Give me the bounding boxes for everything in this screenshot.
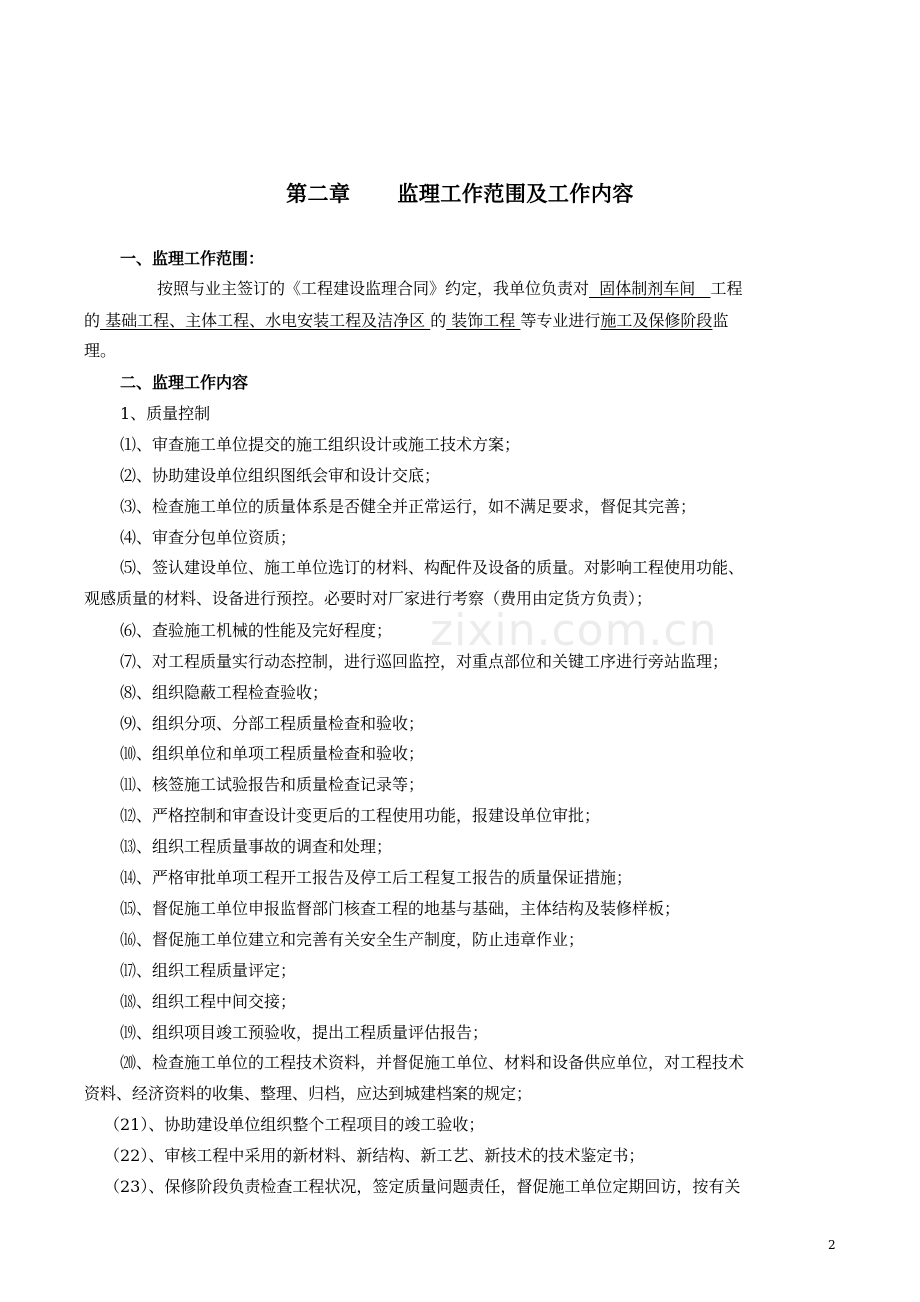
section-heading-scope: 一、监理工作范围： [120, 249, 265, 268]
phase-underlined: 施工及保修阶段 [600, 311, 713, 330]
list-item: （22）、审核工程中采用的新材料、新结构、新工艺、新技术的技术鉴定书； [104, 1146, 645, 1165]
list-item: ⒃、督促施工单位建立和完善有关安全生产制度，防止违章作业； [120, 930, 585, 949]
list-item: ⑺、对工程质量实行动态控制，进行巡回监控，对重点部位和关键工序进行旁站监理； [120, 652, 729, 671]
list-item: ⒀、组织工程质量事故的调查和处理； [120, 837, 393, 856]
page-number: 2 [828, 1238, 836, 1252]
list-item: （21）、协助建设单位组织整个工程项目的竣工验收； [104, 1115, 485, 1134]
list-item: ⒄、组织工程质量评定； [120, 961, 297, 980]
list-item: ⑷、审查分包单位资质； [120, 528, 297, 547]
watermark: zixin.com.cn [430, 605, 718, 656]
scope-text: 的 [430, 311, 447, 330]
list-item: ⑵、协助建设单位组织图纸会审和设计交底； [120, 466, 441, 485]
decoration-underlined: 装饰工程 [446, 311, 521, 330]
scope-text: 等专业进行 [520, 311, 601, 330]
list-item: ⒁、严格审批单项工程开工报告及停工后工程复工报告的质量保证措施； [120, 868, 633, 887]
list-item: ⒇、检查施工单位的工程技术资料，并督促施工单位、材料和设备供应单位，对工程技术 [120, 1053, 745, 1072]
scope-text: 监 [712, 311, 729, 330]
scope-text: 的 [84, 311, 101, 330]
scope-text: 工程 [710, 279, 743, 298]
project-name-underlined: 固体制剂车间 [589, 279, 711, 298]
list-item: ⒆、组织项目竣工预验收，提出工程质量评估报告； [120, 1023, 489, 1042]
list-item: ⑽、组织单位和单项工程质量检查和验收； [120, 744, 425, 763]
works-scope-underlined: 基础工程、主体工程、水电安装工程及洁净区 [100, 311, 431, 330]
list-item: （23）、保修阶段负责检查工程状况，签定质量问题责任，督促施工单位定期回访，按有关 [104, 1177, 741, 1196]
subsection-quality-control: 1、质量控制 [120, 404, 211, 423]
list-item: ⑹、查验施工机械的性能及完好程度； [120, 621, 393, 640]
list-item: ⑿、严格控制和审查设计变更后的工程使用功能，报建设单位审批； [120, 806, 601, 825]
section-heading-content: 二、监理工作内容 [120, 373, 249, 392]
list-item: ⑸、签认建设单位、施工单位选订的材料、构配件及设备的质量。对影响工程使用功能、 [120, 558, 745, 577]
list-item: ⑼、组织分项、分部工程质量检查和验收； [120, 714, 425, 733]
list-item: ⑻、组织隐蔽工程检查验收； [120, 683, 329, 702]
scope-paragraph-line-3: 理。 [84, 341, 117, 360]
list-item: ⒂、督促施工单位申报监督部门核查工程的地基与基础，主体结构及装修样板； [120, 899, 681, 918]
scope-paragraph-line-1 [157, 276, 742, 299]
scope-text: 按照与业主签订的《工程建设监理合同》约定，我单位负责对 [157, 279, 590, 298]
list-item-continuation: 资料、经济资料的收集、整理、归档，应达到城建档案的规定； [84, 1084, 533, 1103]
scope-paragraph-line-2 [84, 308, 728, 331]
list-item: ⑴、审查施工单位提交的施工组织设计或施工技术方案； [120, 435, 521, 454]
list-item: ⑾、核签施工试验报告和质量检查记录等； [120, 775, 425, 794]
chapter-title: 第二章 监理工作范围及工作内容 [286, 182, 634, 206]
list-item-continuation: 观感质量的材料、设备进行预控。必要时对厂家进行考察（费用由定货方负责）； [84, 589, 653, 608]
list-item: ⒅、组织工程中间交接； [120, 992, 297, 1011]
list-item: ⑶、检查施工单位的质量体系是否健全并正常运行，如不满足要求，督促其完善； [120, 497, 697, 516]
